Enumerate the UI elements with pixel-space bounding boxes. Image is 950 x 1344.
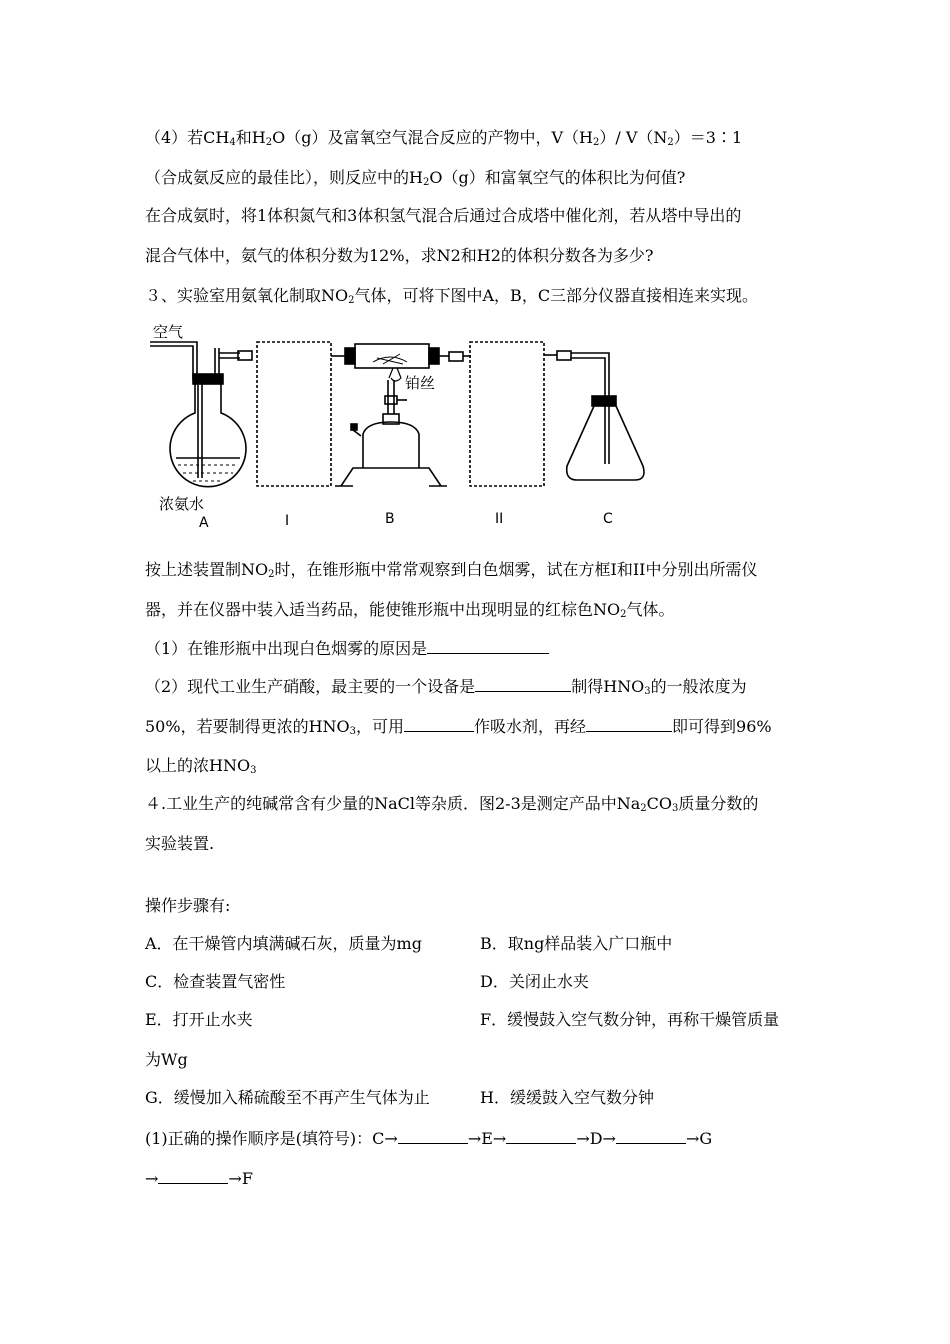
step-f: F．缓慢鼓入空气数分钟，再称干燥管质量 xyxy=(480,1010,780,1029)
step-h: H．缓缓鼓入空气数分钟 xyxy=(480,1088,654,1107)
q3-title: ３、实验室用氨氧化制取$NO_2$气体，可将下图中A，B，C三部分仪器直接相连来实现。 xyxy=(145,286,759,306)
q3-sub2-line3: 以上的浓$HNO_3$ xyxy=(145,756,257,776)
answer-blank[interactable] xyxy=(506,1128,576,1144)
q3-desc-line2: 器，并在仪器中装入适当药品，能使锥形瓶中出现明显的红棕色$NO_2$气体。 xyxy=(145,600,675,620)
answer-blank[interactable] xyxy=(475,676,571,692)
step-f-cont: 为Wg xyxy=(145,1050,188,1069)
box-i xyxy=(257,342,331,486)
q4-part4-line1: （4）若$CH_4$和$H_2O(g)$及富氧空气混合反应的产物中，$V(H_2)/$ $V(N_2)=3∶1$ xyxy=(145,128,743,148)
ammonia-problem-line2: 混合气体中，氨气的体积分数为12%，求N2和H2的体积分数各为多少? xyxy=(145,246,654,265)
label-i: I xyxy=(285,513,290,529)
step-b: B．取ng样品装入广口瓶中 xyxy=(480,934,673,953)
answer-blank[interactable] xyxy=(404,716,474,732)
step-d: D．关闭止水夹 xyxy=(480,972,589,991)
answer-blank[interactable] xyxy=(616,1128,686,1144)
label-c: C xyxy=(603,511,613,527)
q3-sub2-line1: （2）现代工业生产硝酸，最主要的一个设备是 制得$HNO_3$的一般浓度为 xyxy=(145,677,747,697)
step-e: E．打开止水夹 xyxy=(145,1010,253,1029)
answer-blank[interactable] xyxy=(586,716,672,732)
apparatus-diagram xyxy=(145,318,810,536)
label-b: B xyxy=(385,511,395,527)
step-c: C．检查装置气密性 xyxy=(145,972,286,991)
ammonia-label: 浓氨水 xyxy=(159,495,205,513)
step-a: A．在干燥管内填满碱石灰，质量为mg xyxy=(145,934,422,953)
box-ii xyxy=(470,342,544,486)
platinum-label: 铂丝 xyxy=(405,374,436,392)
apparatus-b xyxy=(331,344,471,486)
flask-a xyxy=(150,342,252,487)
q4-line2: 实验装置. xyxy=(145,834,215,853)
label-ii: II xyxy=(495,511,504,527)
answer-blank[interactable] xyxy=(158,1168,228,1184)
order-line1: (1)正确的操作顺序是(填符号)：C→ →E→ →D→ →G xyxy=(145,1129,713,1148)
answer-blank[interactable] xyxy=(427,638,549,654)
answer-blank[interactable] xyxy=(398,1128,468,1144)
q3-sub1: （1）在锥形瓶中出现白色烟雾的原因是 xyxy=(145,638,549,659)
q3-sub2-line2: 50%，若要制得更浓的$HNO_3$，可用 作吸水剂，再经 即可得到96% xyxy=(145,717,772,737)
steps-title: 操作步骤有: xyxy=(145,896,231,915)
q4-line1: ４.工业生产的纯碱常含有少量的NaCl等杂质．图2-3是测定产品中$Na_2CO_3$质量分数的 xyxy=(145,794,759,814)
step-g: G．缓慢加入稀硫酸至不再产生气体为止 xyxy=(145,1088,430,1107)
ammonia-problem-line1: 在合成氨时，将1体积氮气和3体积氢气混合后通过合成塔中催化剂，若从塔中导出的 xyxy=(145,206,742,225)
order-line2: → →F xyxy=(145,1169,253,1188)
q4-part4-line2: （合成氨反应的最佳比），则反应中的$H_2O(g)$和富氧空气的体积比为何值? xyxy=(145,168,686,188)
q3-desc-line1: 按上述装置制$NO_2$时，在锥形瓶中常常观察到白色烟雾，试在方框I和II中分别出所需仪 xyxy=(145,560,758,580)
air-label: 空气 xyxy=(153,323,184,341)
label-a: A xyxy=(199,515,209,531)
flask-c xyxy=(544,351,644,480)
